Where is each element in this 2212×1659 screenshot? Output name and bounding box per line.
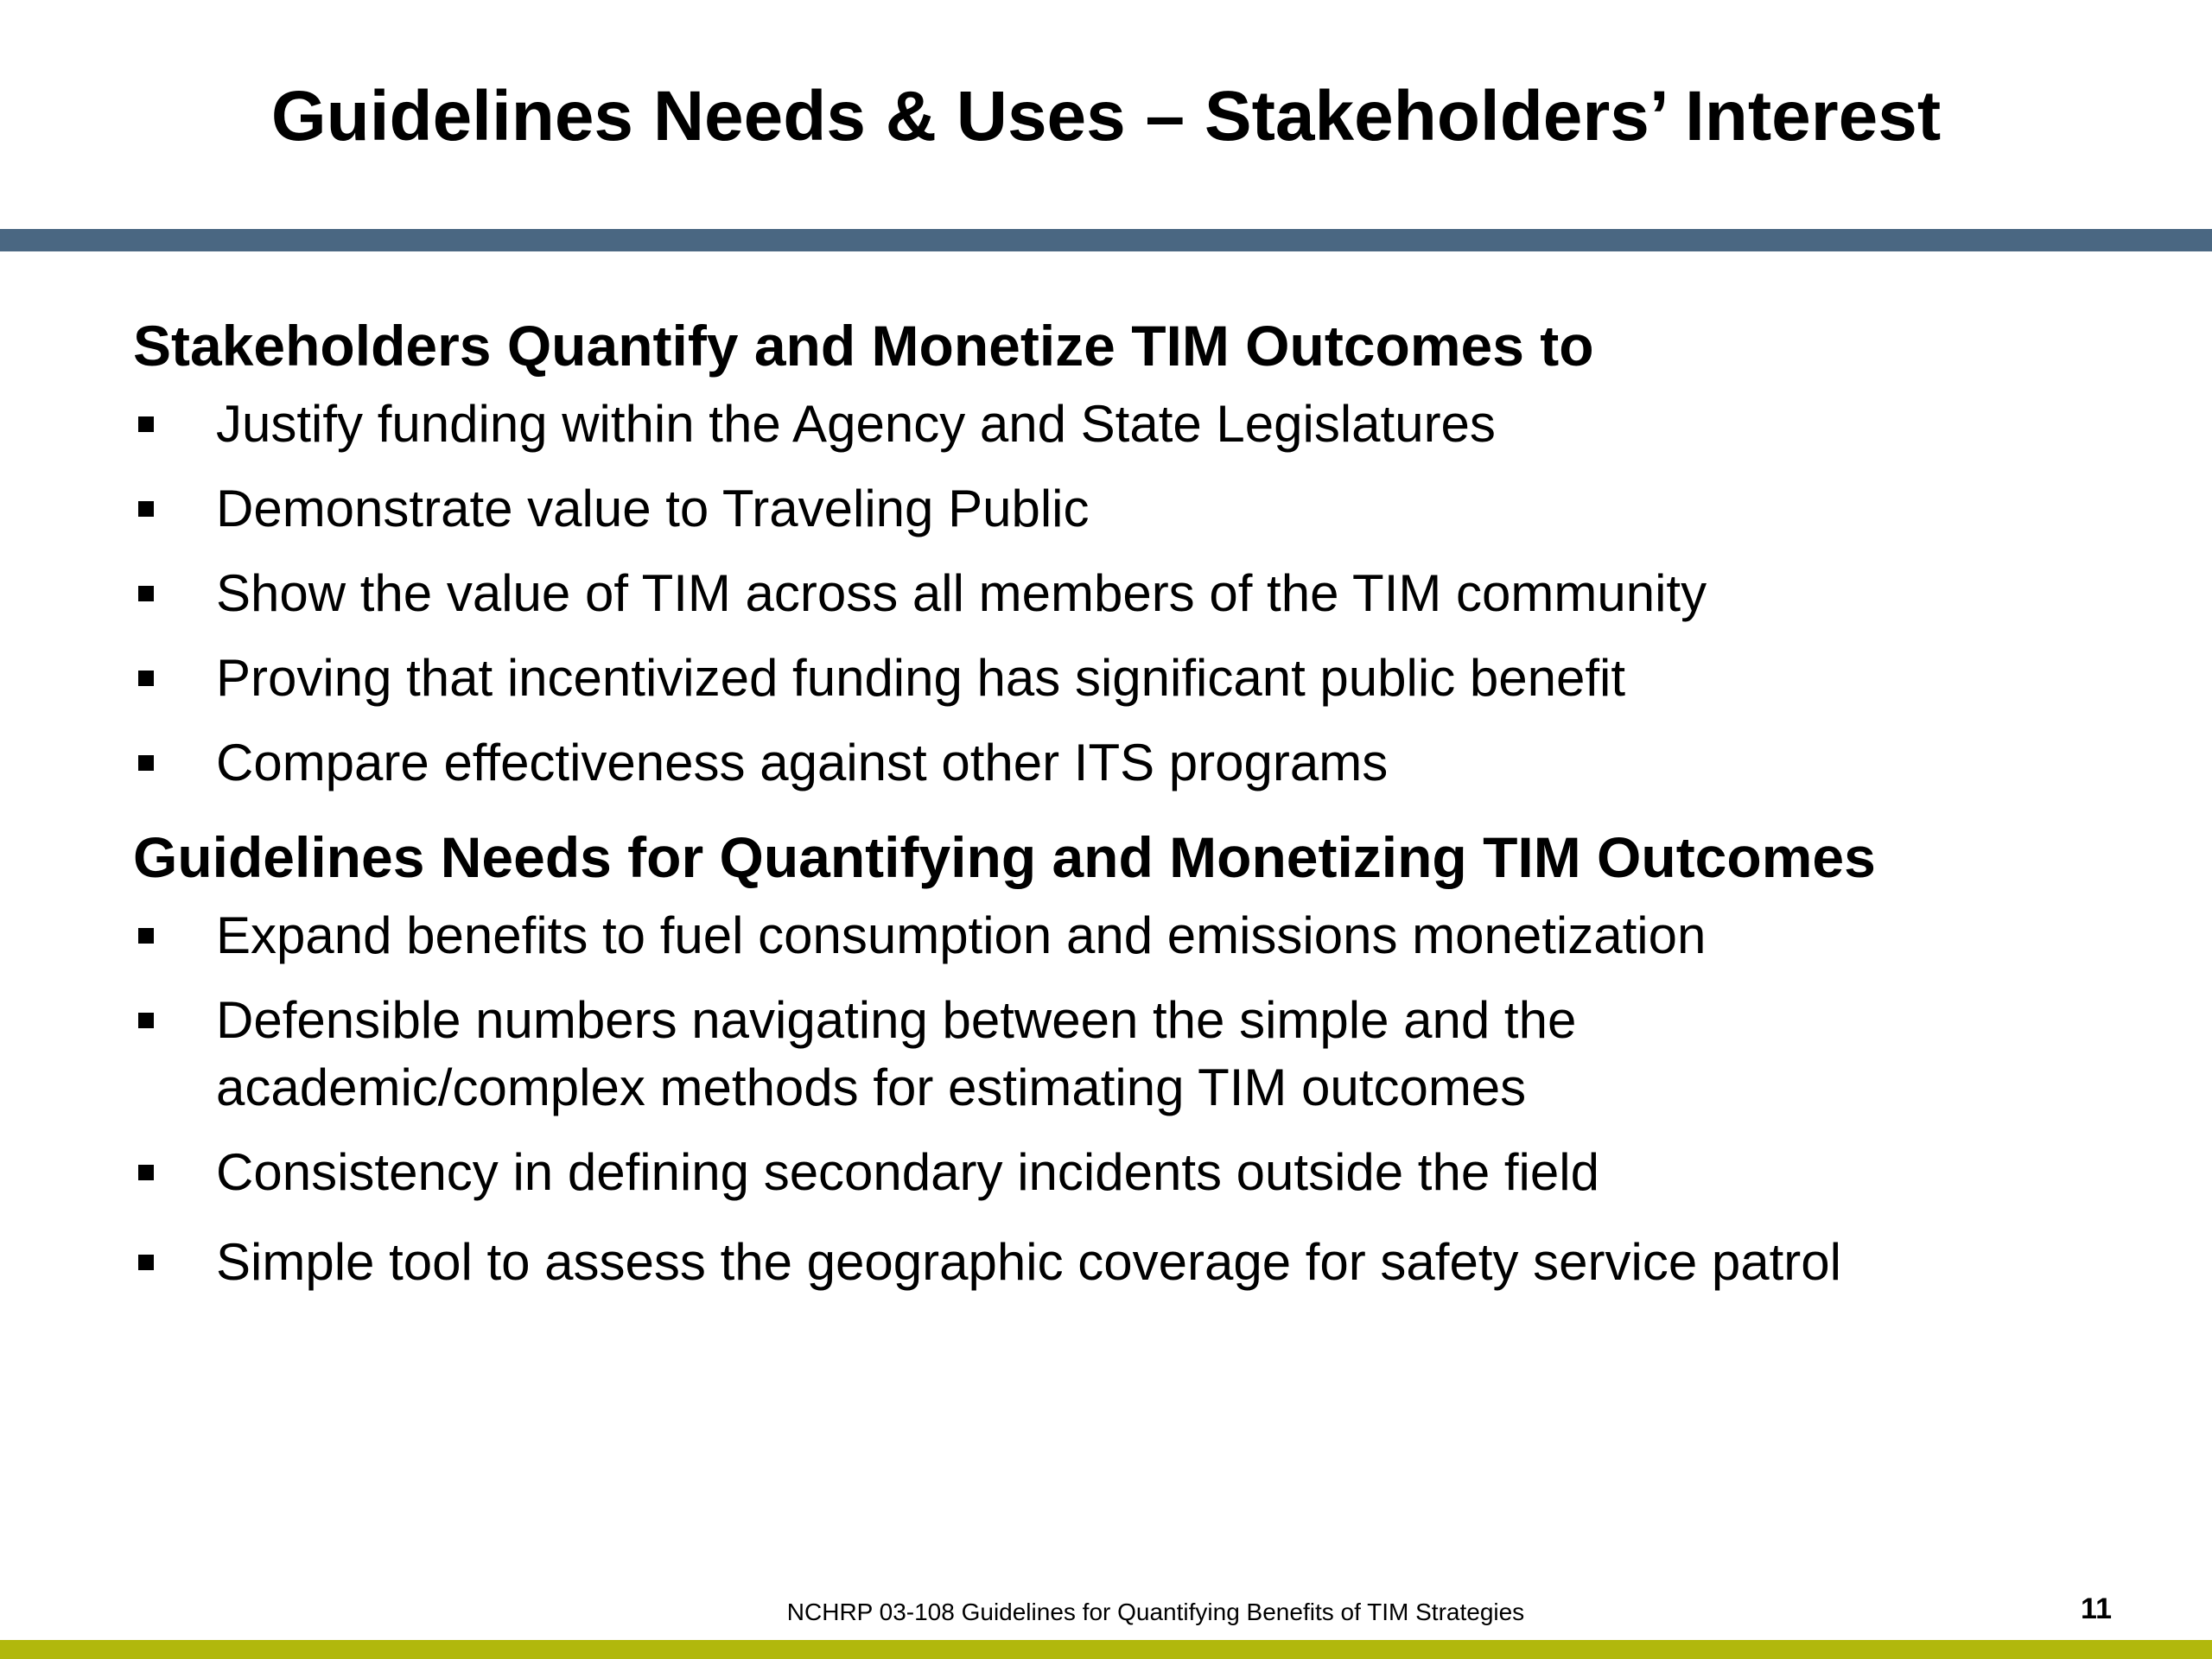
- square-bullet-icon: [138, 1165, 154, 1180]
- section-guidelines-needs: [133, 823, 2120, 1296]
- list-item: [133, 1229, 2120, 1296]
- list-item-text: Consistency in defining secondary incidents outside the field: [216, 1143, 1599, 1201]
- footer-divider: [0, 1640, 2212, 1659]
- bullet-list: [133, 391, 2120, 797]
- list-item-text: Simple tool to assess the geographic coverage for safety service patrol: [216, 1233, 1841, 1291]
- bullet-list: [133, 902, 2120, 1296]
- list-item-text: Proving that incentivized funding has significant public benefit: [216, 649, 1626, 707]
- square-bullet-icon: [138, 1013, 154, 1028]
- section-heading: Guidelines Needs for Quantifying and Monetizing TIM Outcomes: [133, 825, 1876, 889]
- square-bullet-icon: [138, 671, 154, 686]
- title-divider: [0, 229, 2212, 251]
- square-bullet-icon: [138, 501, 154, 517]
- section-stakeholders-interest: [133, 311, 2120, 797]
- list-item: [133, 475, 2120, 543]
- list-item-text: Show the value of TIM across all members of the TIM community: [216, 564, 1707, 622]
- square-bullet-icon: [138, 416, 154, 432]
- list-item: [133, 391, 2120, 458]
- square-bullet-icon: [138, 928, 154, 944]
- list-item: [133, 902, 2120, 969]
- list-item-text: Defensible numbers navigating between the simple and the academic/complex methods for estimating TIM outcomes: [216, 991, 1577, 1116]
- square-bullet-icon: [138, 586, 154, 601]
- list-item-text: Compare effectiveness against other ITS programs: [216, 734, 1389, 791]
- square-bullet-icon: [138, 1255, 154, 1270]
- list-item: [133, 987, 1858, 1122]
- list-item: [133, 560, 2120, 627]
- footer-text: NCHRP 03-108 Guidelines for Quantifying Benefits of TIM Strategies: [786, 1599, 1525, 1625]
- list-item-text: Expand benefits to fuel consumption and emissions monetization: [216, 906, 1707, 964]
- page-number: 11: [2081, 1592, 2112, 1625]
- list-item-text: Justify funding within the Agency and State Legislatures: [216, 395, 1496, 453]
- list-item: [133, 729, 2120, 797]
- square-bullet-icon: [138, 755, 154, 771]
- list-item: [133, 1139, 2120, 1206]
- section-heading: Stakeholders Quantify and Monetize TIM Outcomes to: [133, 314, 1594, 378]
- slide-content: [133, 311, 2120, 1313]
- list-item-text: Demonstrate value to Traveling Public: [216, 480, 1090, 537]
- list-item: [133, 645, 2120, 712]
- slide-title: Guidelines Needs & Uses – Stakeholders’ Interest: [270, 77, 1942, 156]
